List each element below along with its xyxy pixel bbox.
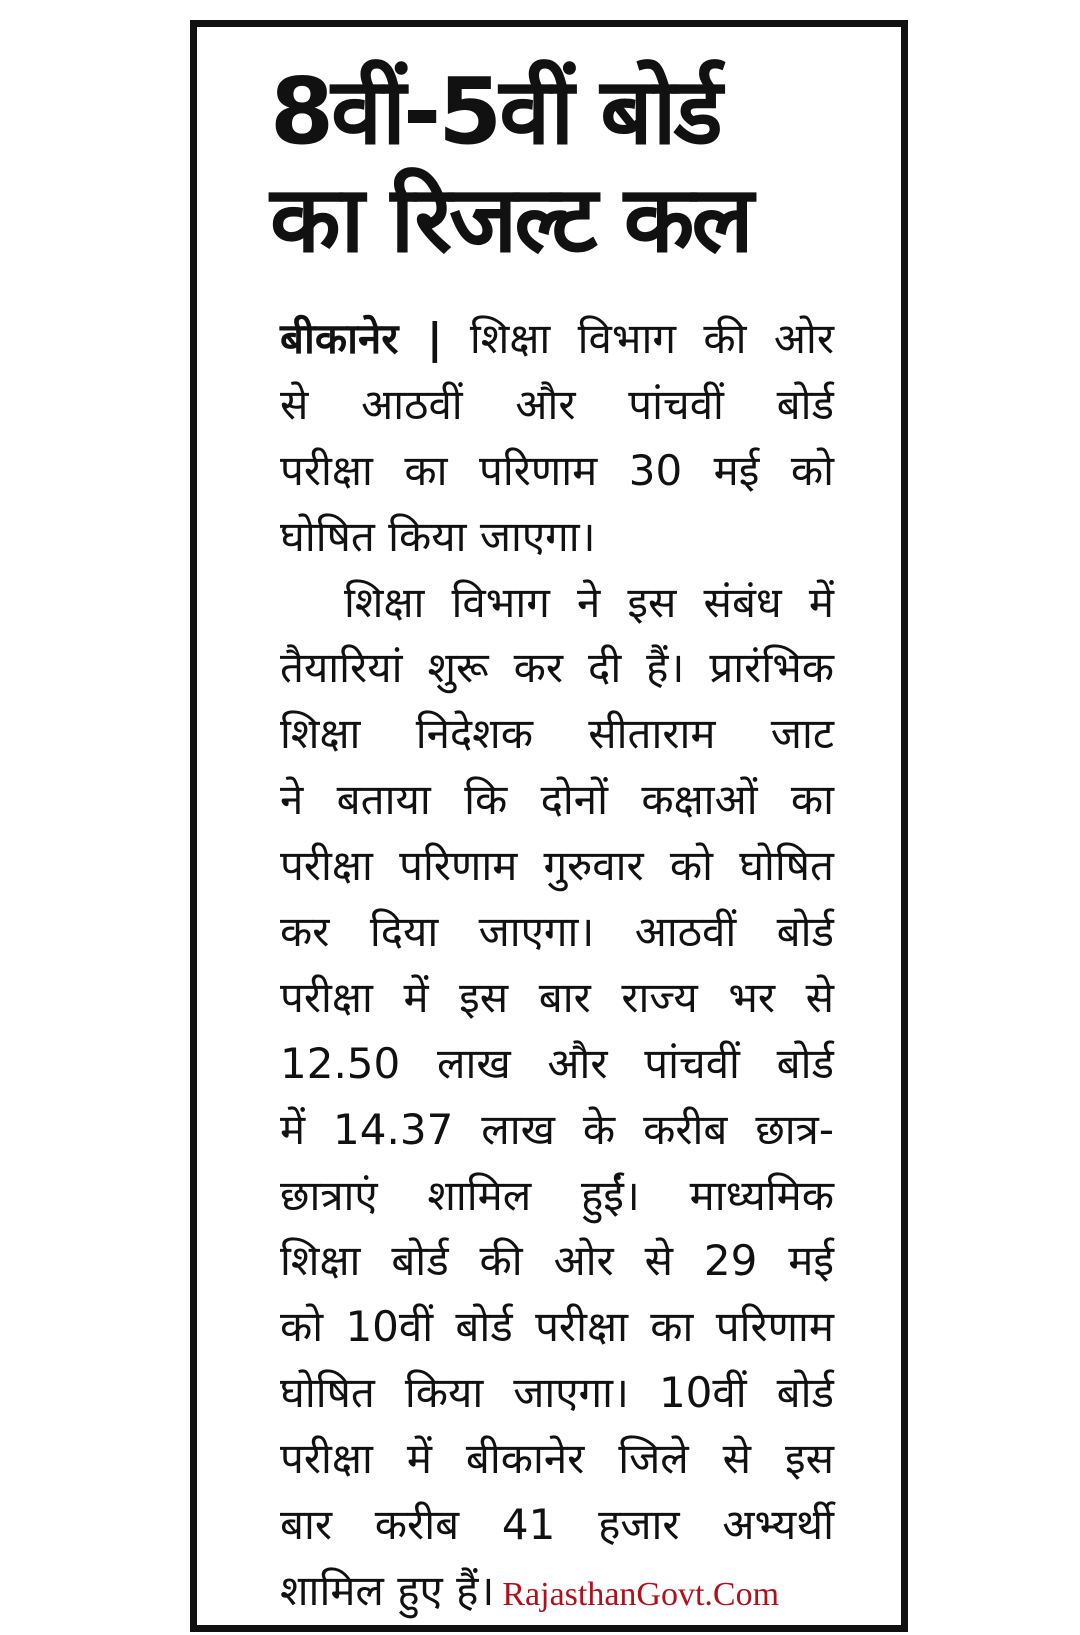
body-line: शामिल हुए हैं। RajasthanGovt.Com <box>280 1565 780 1615</box>
headline <box>270 58 870 274</box>
body-line: छात्राएं शामिल हुईं। माध्यमिक <box>280 1170 834 1220</box>
body-line: घोषित किया जाएगा। <box>280 511 596 561</box>
body-line: कर दिया जाएगा। आठवीं बोर्ड <box>280 907 834 957</box>
headline-line-1: 8वीं-5वीं बोर्ड <box>270 58 720 165</box>
dateline: बीकानेर | <box>280 314 443 363</box>
body-line: परीक्षा परिणाम गुरुवार को घोषित <box>280 841 834 891</box>
body-line: से आठवीं और पांचवीं बोर्ड <box>280 379 834 429</box>
body-line: तैयारियां शुरू कर दी हैं। प्रारंभिक <box>280 643 834 693</box>
body-line: घोषित किया जाएगा। 10वीं बोर्ड <box>280 1368 834 1418</box>
body-line: में 14.37 लाख के करीब छात्र- <box>280 1104 834 1154</box>
body-line: शिक्षा निदेशक सीताराम जाट <box>280 709 834 759</box>
headline-line-2: का रिजल्ट कल <box>270 166 751 273</box>
body-line: बार करीब 41 हजार अभ्यर्थी <box>280 1500 834 1550</box>
body-line: शिक्षा बोर्ड की ओर से 29 मई <box>280 1236 834 1286</box>
body-line: शिक्षा विभाग ने इस संबंध में <box>344 577 834 627</box>
article-body <box>280 306 834 1624</box>
body-line: ने बताया कि दोनों कक्षाओं का <box>280 775 834 825</box>
body-line: 12.50 लाख और पांचवीं बोर्ड <box>280 1038 834 1088</box>
body-line: बीकानेर | शिक्षा विभाग की ओर <box>280 314 834 363</box>
body-line: परीक्षा का परिणाम 30 मई को <box>280 445 834 495</box>
watermark: RajasthanGovt.Com <box>502 1575 780 1613</box>
body-line: परीक्षा में इस बार राज्य भर से <box>280 972 834 1022</box>
body-line: को 10वीं बोर्ड परीक्षा का परिणाम <box>280 1302 834 1352</box>
body-line: परीक्षा में बीकानेर जिले से इस <box>280 1434 834 1484</box>
